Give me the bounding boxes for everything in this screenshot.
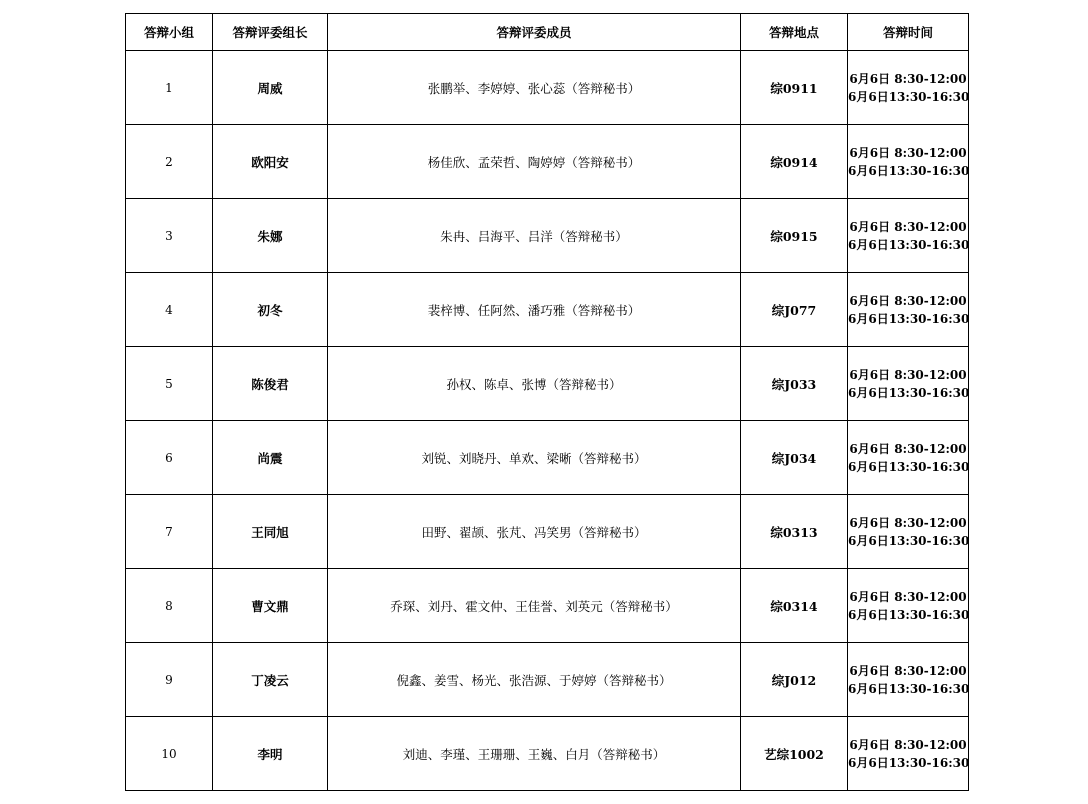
group-leader: 李明	[213, 717, 328, 791]
group-members: 田野、翟颉、张芃、冯笑男（答辩秘书）	[328, 495, 741, 569]
header-location: 答辩地点	[741, 14, 848, 51]
defense-location: 艺综1002	[741, 717, 848, 791]
group-members: 裴梓博、任阿然、潘巧雅（答辩秘书）	[328, 273, 741, 347]
group-leader: 周威	[213, 51, 328, 125]
table-row	[126, 125, 969, 199]
time-afternoon: 6月6日13:30-16:30	[848, 533, 970, 548]
time-afternoon: 6月6日13:30-16:30	[848, 681, 970, 696]
table-row	[126, 51, 969, 125]
defense-location: 综0911	[741, 51, 848, 125]
time-afternoon: 6月6日13:30-16:30	[848, 459, 970, 474]
group-members: 乔琛、刘丹、霍文仲、王佳誉、刘英元（答辩秘书）	[328, 569, 741, 643]
time-afternoon: 6月6日13:30-16:30	[848, 385, 970, 400]
defense-time	[848, 347, 969, 421]
defense-location: 综J012	[741, 643, 848, 717]
group-members: 张鹏举、李婷婷、张心蕊（答辩秘书）	[328, 51, 741, 125]
group-members: 刘锐、刘晓丹、单欢、梁晰（答辩秘书）	[328, 421, 741, 495]
group-number: 1	[126, 51, 213, 125]
header-leader: 答辩评委组长	[213, 14, 328, 51]
group-number: 4	[126, 273, 213, 347]
time-morning: 6月6日 8:30-12:00	[849, 663, 967, 678]
time-morning: 6月6日 8:30-12:00	[849, 293, 967, 308]
group-members: 刘迪、李瑾、王珊珊、王巍、白月（答辩秘书）	[328, 717, 741, 791]
table-row	[126, 495, 969, 569]
time-afternoon: 6月6日13:30-16:30	[848, 237, 970, 252]
defense-time	[848, 421, 969, 495]
table-row	[126, 199, 969, 273]
defense-location: 综0914	[741, 125, 848, 199]
group-leader: 陈俊君	[213, 347, 328, 421]
defense-time	[848, 273, 969, 347]
group-number: 10	[126, 717, 213, 791]
time-afternoon: 6月6日13:30-16:30	[848, 311, 970, 326]
group-number: 2	[126, 125, 213, 199]
defense-time	[848, 51, 969, 125]
group-leader: 欧阳安	[213, 125, 328, 199]
group-number: 7	[126, 495, 213, 569]
group-number: 5	[126, 347, 213, 421]
time-morning: 6月6日 8:30-12:00	[849, 737, 967, 752]
header-group: 答辩小组	[126, 14, 213, 51]
group-number: 9	[126, 643, 213, 717]
time-afternoon: 6月6日13:30-16:30	[848, 163, 970, 178]
defense-location: 综J077	[741, 273, 848, 347]
group-members: 倪鑫、姜雪、杨光、张浩源、于婷婷（答辩秘书）	[328, 643, 741, 717]
defense-schedule-table	[125, 13, 969, 791]
time-morning: 6月6日 8:30-12:00	[849, 367, 967, 382]
time-morning: 6月6日 8:30-12:00	[849, 441, 967, 456]
group-leader: 曹文鼎	[213, 569, 328, 643]
defense-location: 综0313	[741, 495, 848, 569]
group-number: 3	[126, 199, 213, 273]
group-leader: 丁凌云	[213, 643, 328, 717]
time-morning: 6月6日 8:30-12:00	[849, 71, 967, 86]
time-morning: 6月6日 8:30-12:00	[849, 145, 967, 160]
defense-time	[848, 569, 969, 643]
defense-time	[848, 717, 969, 791]
time-afternoon: 6月6日13:30-16:30	[848, 755, 970, 770]
defense-location: 综0314	[741, 569, 848, 643]
group-members: 朱冉、吕海平、吕洋（答辩秘书）	[328, 199, 741, 273]
defense-location: 综0915	[741, 199, 848, 273]
time-morning: 6月6日 8:30-12:00	[849, 515, 967, 530]
table-row	[126, 421, 969, 495]
group-leader: 王同旭	[213, 495, 328, 569]
defense-time	[848, 125, 969, 199]
group-members: 杨佳欣、孟荣哲、陶婷婷（答辩秘书）	[328, 125, 741, 199]
group-leader: 初冬	[213, 273, 328, 347]
time-afternoon: 6月6日13:30-16:30	[848, 89, 970, 104]
group-number: 8	[126, 569, 213, 643]
group-number: 6	[126, 421, 213, 495]
time-morning: 6月6日 8:30-12:00	[849, 219, 967, 234]
table-row	[126, 273, 969, 347]
defense-time	[848, 199, 969, 273]
defense-location: 综J033	[741, 347, 848, 421]
header-time: 答辩时间	[848, 14, 969, 51]
group-leader: 朱娜	[213, 199, 328, 273]
group-leader: 尚震	[213, 421, 328, 495]
defense-location: 综J034	[741, 421, 848, 495]
table-row	[126, 717, 969, 791]
time-morning: 6月6日 8:30-12:00	[849, 589, 967, 604]
defense-time	[848, 643, 969, 717]
group-members: 孙权、陈卓、张博（答辩秘书）	[328, 347, 741, 421]
header-members: 答辩评委成员	[328, 14, 741, 51]
table-row	[126, 347, 969, 421]
time-afternoon: 6月6日13:30-16:30	[848, 607, 970, 622]
table-row	[126, 643, 969, 717]
header-row	[126, 14, 969, 51]
table-row	[126, 569, 969, 643]
defense-time	[848, 495, 969, 569]
